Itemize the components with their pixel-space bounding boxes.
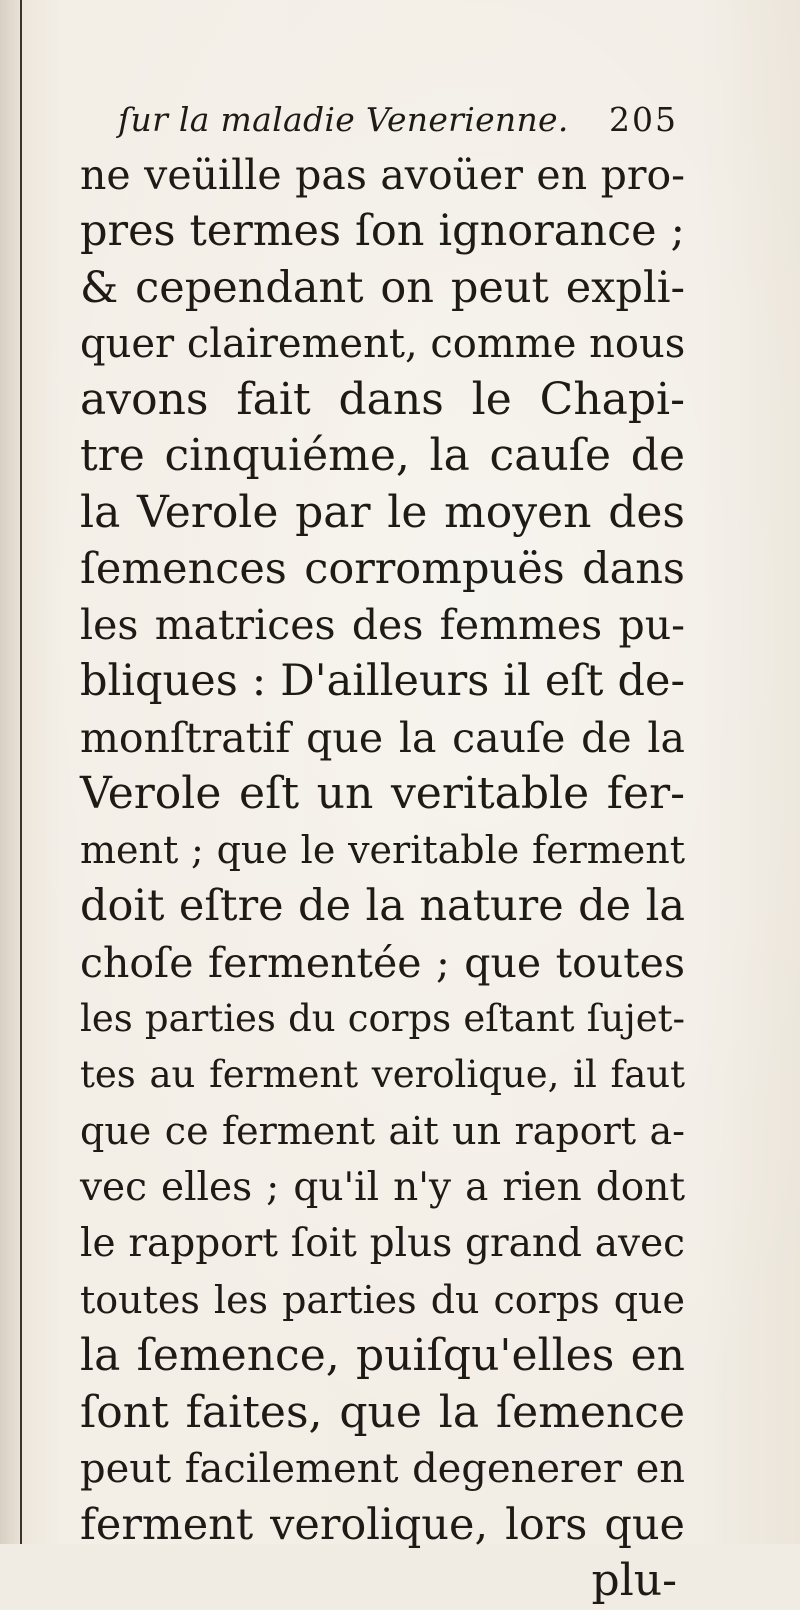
text-line: bliques : D'ailleurs il eſt de- <box>80 656 685 707</box>
text-line: tre cinquiéme, la cauſe de <box>80 430 685 482</box>
running-title: ſur la maladie Venerienne. <box>118 100 569 139</box>
catchword: plu- <box>591 1555 677 1607</box>
text-line: tes au ferment verolique, il faut <box>80 1053 685 1096</box>
text-line: ſemences corrompuës dans <box>80 543 685 594</box>
text-line: toutes les parties du corps que <box>80 1278 685 1322</box>
text-line: ſont faites, que la ſemence <box>80 1386 685 1438</box>
text-line: monſtratif que la cauſe de la <box>80 713 685 762</box>
page-header <box>118 100 678 150</box>
text-line: le rapport ſoit plus grand avec <box>80 1220 685 1266</box>
text-line: quer clairement, comme nous <box>80 320 686 367</box>
text-line: pres termes ſon ignorance ; <box>80 206 685 257</box>
text-line: ne veüille pas avoüer en pro- <box>80 151 685 199</box>
text-line: la ſemence, puiſqu'elles en <box>80 1330 685 1382</box>
text-line: Verole eſt un veritable fer- <box>80 767 685 819</box>
page-gutter <box>0 0 22 1544</box>
text-line: les matrices des femmes pu- <box>80 601 685 649</box>
text-line: doit eſtre de la nature de la <box>80 881 685 932</box>
text-line: ment ; que le veritable ferment <box>80 828 685 872</box>
text-line: & cependant on peut expli- <box>80 262 685 313</box>
text-line: ferment verolique, lors que <box>80 1500 685 1550</box>
text-line: avons fait dans le Chapi- <box>80 374 685 425</box>
text-line: les parties du corps eſtant ſujet- <box>80 996 685 1040</box>
body-text <box>80 147 685 1610</box>
text-line: vec elles ; qu'il n'y a rien dont <box>80 1164 685 1210</box>
text-line: choſe fermentée ; que toutes <box>80 938 685 987</box>
page-number: 205 <box>609 100 678 139</box>
text-line: que ce ferment ait un raport a- <box>80 1109 685 1154</box>
text-line: peut facilement degenerer en <box>80 1445 685 1492</box>
text-line: la Verole par le moyen des <box>80 486 685 538</box>
